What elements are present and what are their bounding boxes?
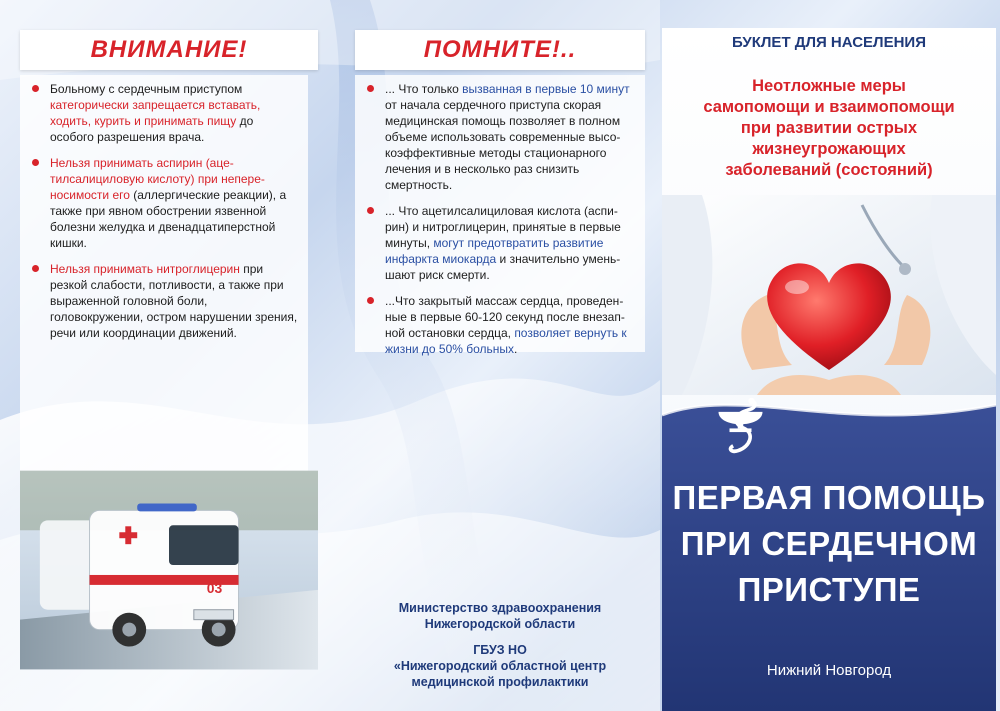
bullet-text: . — [514, 342, 518, 356]
bullet-text: Нельзя принимать нитроглицерин — [50, 262, 240, 276]
title-line: ПЕРВАЯ ПОМОЩЬ — [672, 479, 986, 516]
bullet-text: ... Что только — [385, 82, 463, 96]
subtitle-line: заболеваний (состояний) — [725, 161, 933, 179]
bullet-text: от начала сердечного приступа скорая медицинская помощь позволяет в полном объеме использовать современные высокоэффективные методы стационарного лечения и в — [385, 98, 621, 176]
heart-in-hands-image — [662, 195, 996, 395]
bullet-text: вызванная в первые 10 минут — [462, 82, 630, 96]
bullet-text: категорически запрещается вставать, ходить, курить и принимать пищу — [50, 98, 261, 128]
org-line: медицинской профилактики — [411, 675, 589, 689]
bullet-dot-icon — [32, 265, 39, 272]
bullet-paragraph — [355, 293, 635, 357]
remember-heading: ПОМНИТЕ!.. — [423, 36, 577, 63]
bullet-text: Нельзя принимать аспирин (ацетилсалициловую кислоту) при непереносимости его — [50, 156, 265, 202]
bullet-text: могут предотвратить развитие инфаркта миокарда — [385, 236, 604, 266]
bullet-text: Больному с сердечным приступом — [50, 82, 243, 96]
remember-text-box — [355, 75, 645, 356]
bullet-dot-icon — [32, 159, 39, 166]
bullet-dot-icon — [367, 85, 374, 92]
cover-subtitle — [662, 76, 996, 181]
organization-block — [355, 600, 645, 690]
bullet-text: ... Что ацетилсалициловая кислота (аспирин) и нитроглицерин, принятые в первые минуты, — [385, 204, 621, 250]
bullet-dot-icon — [367, 207, 374, 214]
bullet-text: при резкой слабости, потливости, а также при выраженной головной боли, головокружении, остром нарушении зрения, речи или координации движений. — [50, 262, 298, 340]
bullet-paragraph — [20, 261, 298, 341]
bullet-paragraph — [355, 81, 635, 193]
subtitle-line: самопомощи и взаимопомощи — [703, 98, 955, 116]
title-line: ПРИ СЕРДЕЧНОМ — [680, 525, 978, 562]
attention-heading-box — [20, 30, 318, 70]
subtitle-line: Неотложные меры — [752, 77, 906, 95]
bullet-paragraph — [355, 203, 635, 283]
org-line: Министерство здравоохранения — [398, 601, 602, 615]
attention-heading: ВНИМАНИЕ! — [90, 36, 248, 63]
caduceus-bowl-icon — [713, 395, 768, 460]
attention-text-box — [20, 75, 308, 482]
city-label: Нижний Новгород — [766, 662, 892, 679]
cover-title — [662, 478, 996, 610]
org-line: «Нижегородский областной центр — [393, 659, 607, 673]
booklet-label: БУКЛЕТ ДЛЯ НАСЕЛЕНИЯ — [732, 34, 926, 51]
bullet-text: (аллергические реакции), а также при явном обострении язвенной болезни желудка и двенадцатиперстной кишки. — [50, 188, 287, 250]
bullet-text: ...Что закрытый массаж сердца, проведенные в первые 60-120 секунд после внезапной остановки сердца, — [385, 294, 625, 340]
bullet-paragraph — [20, 81, 298, 145]
org-line: ГБУЗ НО — [473, 643, 527, 657]
bullet-text: несколько раз снизить смертность. — [385, 162, 580, 192]
remember-heading-box — [355, 30, 645, 70]
bullet-text: позволяет вернуть к жизни до 50% больных — [385, 326, 627, 356]
bullet-dot-icon — [32, 85, 39, 92]
subtitle-line: жизнеугрожающих — [752, 140, 906, 158]
org-line: Нижегородской области — [424, 617, 576, 631]
subtitle-line: при развитии острых — [740, 119, 918, 137]
bullet-paragraph — [20, 155, 298, 251]
bullet-text: до особого разрешения врача. — [50, 114, 254, 144]
ambulance-number: 03 — [206, 579, 223, 596]
ambulance-image — [20, 470, 318, 670]
bullet-text: и значительно уменьшают риск смерти. — [385, 252, 621, 282]
bullet-dot-icon — [367, 297, 374, 304]
title-line: ПРИСТУПЕ — [737, 571, 921, 608]
